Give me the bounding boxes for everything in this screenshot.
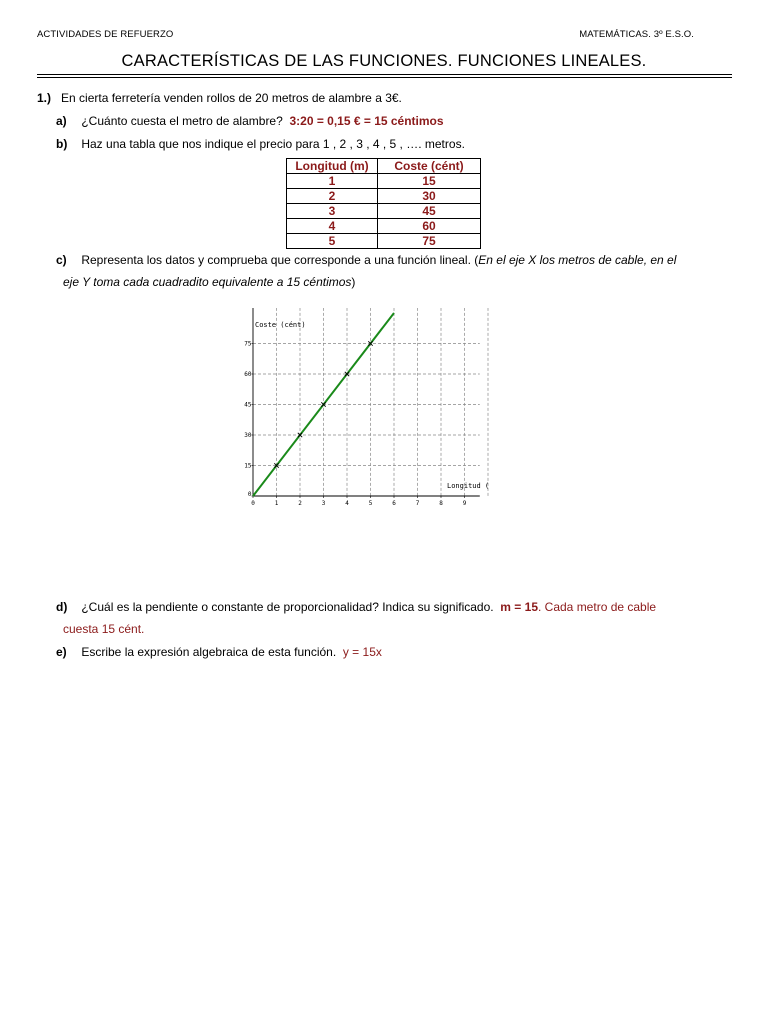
- table-cell: 30: [378, 189, 481, 204]
- table-cell: 60: [378, 219, 481, 234]
- x-tick-label: 4: [345, 500, 349, 507]
- x-tick-label: 6: [392, 500, 396, 507]
- x-tick-label: 0: [251, 500, 255, 507]
- exercise-statement-line: [37, 91, 402, 105]
- part-c-text: Representa los datos y comprueba que corresponde a una función lineal. (: [81, 253, 479, 267]
- part-d-line-2: [63, 622, 144, 636]
- exercise-statement: En cierta ferretería venden rollos de 20 metros de alambre a 3€.: [61, 91, 402, 105]
- table-row: [287, 219, 481, 234]
- x-tick-label: 1: [274, 500, 279, 507]
- table-row: [287, 174, 481, 189]
- table-cell: 15: [378, 174, 481, 189]
- y-tick-label: 0: [247, 491, 252, 498]
- x-tick-label: 3: [321, 500, 326, 507]
- part-d-label: d): [56, 600, 68, 614]
- table-row: [287, 204, 481, 219]
- title-rule-top: [37, 74, 732, 75]
- y-tick-label: 45: [244, 401, 252, 409]
- part-d-question: ¿Cuál es la pendiente o constante de proporcionalidad? Indica su significado.: [81, 600, 494, 614]
- header-left: ACTIVIDADES DE REFUERZO: [37, 29, 174, 40]
- table-cell: 45: [378, 204, 481, 219]
- y-tick-label: 75: [244, 340, 252, 348]
- y-tick-labels: [244, 341, 253, 499]
- part-a-answer: 3:20 = 0,15 € = 15 céntimos: [289, 114, 444, 128]
- table-row: [287, 234, 481, 249]
- linear-function-chart: [240, 308, 500, 512]
- title-rule-bottom: [37, 77, 732, 78]
- x-tick-label: 7: [415, 500, 420, 507]
- table-cell: 3: [287, 204, 378, 219]
- part-b-question: Haz una tabla que nos indique el precio para 1 , 2 , 3 , 4 , 5 , …. metros.: [81, 137, 465, 151]
- table-row: [287, 189, 481, 204]
- part-c-line-2: [63, 275, 355, 289]
- part-d-answer-bold: m = 15: [500, 600, 538, 614]
- part-d-line-1: [56, 600, 656, 614]
- part-c-close: ): [351, 275, 356, 289]
- part-c-line-1: [56, 253, 676, 267]
- part-c-italic-1: En el eje X los metros de cable, en el: [478, 253, 677, 267]
- part-c-italic-2: eje Y toma cada cuadradito equivalente a 15 céntimos: [63, 275, 352, 289]
- part-e-question: Escribe la expresión algebraica de esta función.: [81, 645, 337, 659]
- header-right: MATEMÁTICAS. 3º E.S.O.: [579, 29, 694, 40]
- x-tick-label: 2: [298, 500, 302, 507]
- y-tick-label: 15: [244, 462, 252, 470]
- chart-grid: [253, 308, 488, 496]
- part-c-label: c): [56, 253, 67, 267]
- table-cell: 5: [287, 234, 378, 249]
- part-e-label: e): [56, 645, 67, 659]
- x-tick-label: 8: [439, 500, 443, 507]
- table-cell: 75: [378, 234, 481, 249]
- price-table: [286, 158, 481, 249]
- x-tick-label: 9: [462, 500, 467, 507]
- part-e-line: [56, 645, 382, 659]
- x-tick-label: 5: [368, 500, 373, 507]
- table-cell: 1: [287, 174, 378, 189]
- table-header-cost: Coste (cént): [378, 159, 481, 174]
- x-tick-labels: [251, 496, 467, 507]
- x-axis-label: Longitud (: [447, 482, 490, 490]
- part-d-answer-cont: cuesta 15 cént.: [63, 622, 145, 636]
- chart-axes: [253, 308, 480, 496]
- table-cell: 2: [287, 189, 378, 204]
- y-tick-label: 60: [244, 371, 252, 378]
- table-header-length: Longitud (m): [287, 159, 378, 174]
- part-d-answer-text: . Cada metro de cable: [538, 600, 657, 614]
- part-a-label: a): [56, 114, 67, 128]
- y-axis-label: Coste (cént): [255, 321, 306, 329]
- part-a-line: [56, 114, 444, 128]
- page-title: CARACTERÍSTICAS DE LAS FUNCIONES. FUNCIONES LINEALES.: [121, 52, 647, 70]
- part-b-line: [56, 137, 465, 151]
- part-a-question: ¿Cuánto cuesta el metro de alambre?: [81, 114, 283, 128]
- part-b-label: b): [56, 137, 68, 151]
- part-e-answer: y = 15x: [342, 645, 382, 659]
- table-cell: 4: [287, 219, 378, 234]
- y-tick-label: 30: [244, 432, 252, 439]
- exercise-number: 1.): [37, 91, 52, 105]
